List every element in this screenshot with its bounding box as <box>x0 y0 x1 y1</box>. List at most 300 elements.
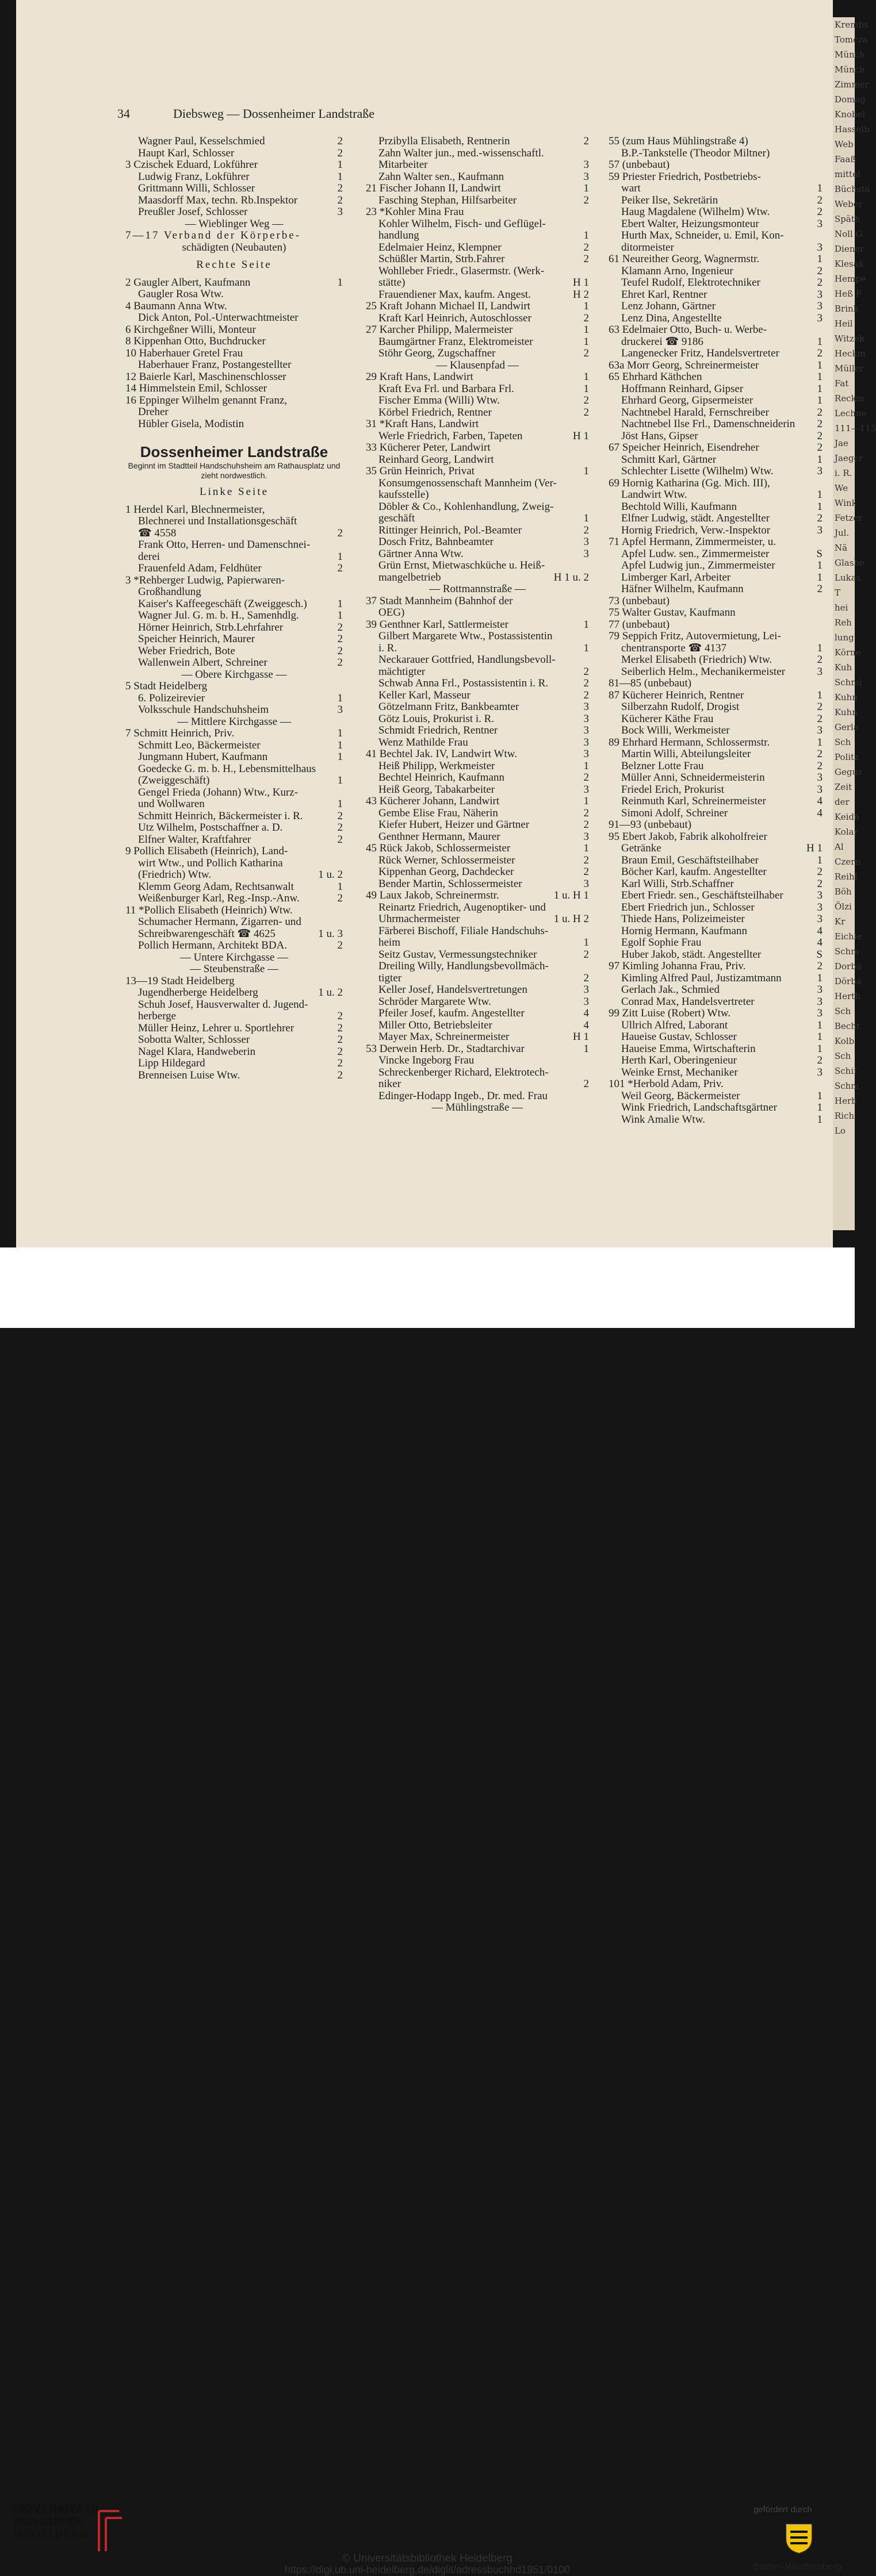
entry-text: 99 Zitt Luise (Robert) Wtw. <box>609 1007 731 1019</box>
entry-text: 6. Polizeirevier <box>138 692 205 704</box>
entry-text: Edelmaier Heinz, Klempner <box>378 241 502 254</box>
entry-line <box>125 406 343 419</box>
entry-text: Volksschule Handschuhsheim <box>138 704 269 716</box>
entry-text: Großhandlung <box>138 586 201 598</box>
entry-line <box>609 913 823 926</box>
floor-number: 3 <box>582 784 590 796</box>
floor-number: 3 <box>582 984 590 996</box>
entry-text: handlung <box>378 229 419 241</box>
floor-number: 1 <box>815 489 823 501</box>
entry-line <box>366 737 589 749</box>
floor-number: 2 <box>335 811 343 823</box>
entry-line <box>609 831 823 843</box>
entry-text: Dosch Fritz, Bahnbeamter <box>378 536 494 548</box>
entry-line <box>609 1020 823 1032</box>
entry-text: — Wieblinger Weg — <box>185 217 284 230</box>
entry-line <box>125 916 343 928</box>
entry-text: Ebert Friedrich jun., Schlosser <box>621 901 755 913</box>
entry-line <box>125 751 343 763</box>
entry-text: Hoffmann Reinhard, Gipser <box>621 382 744 395</box>
entry-line <box>366 572 589 584</box>
entry-text: Jungmann Hubert, Kaufmann <box>138 751 268 763</box>
entry-text: Rück Werner, Schlossermeister <box>378 854 515 866</box>
entry-text: Ludwig Franz, Lokführer <box>138 170 250 183</box>
entry-text: Hübler Gisela, Modistin <box>138 417 244 430</box>
entry-line <box>366 748 589 761</box>
entry-text: — Mühlingstraße — <box>431 1101 523 1114</box>
floor-number: 2 <box>815 583 823 596</box>
entry-text: Hornig Friedrich, Verw.-Inspektor <box>621 524 771 536</box>
entry-line <box>609 371 823 383</box>
entry-line <box>366 407 589 419</box>
entry-line <box>366 525 589 537</box>
copyright-notice: © Universitätsbibliothek Heidelberg <box>342 2552 512 2565</box>
floor-number: 1 <box>335 728 343 740</box>
next-page-fragment: Web <box>835 139 854 149</box>
entry-text: Wink Friedrich, Landschaftsgärtner <box>621 1101 777 1114</box>
directory-column-2 <box>366 136 589 1114</box>
next-page-fragment: Sch <box>835 737 851 747</box>
entry-text: Wallenwein Albert, Schreiner <box>138 657 267 669</box>
entry-text: derei <box>138 550 160 563</box>
next-page-fragment: Witzek <box>835 333 864 344</box>
source-url[interactable]: https://digi.ub.uni-heidelberg.de/diglit/adressbuchhd1951/0100 <box>284 2564 571 2575</box>
floor-number: 3 <box>582 536 590 548</box>
floor-number: 1 <box>815 183 823 195</box>
entry-text: Seiberlich Helm., Mechanikermeister <box>621 665 785 678</box>
entry-line <box>366 926 589 938</box>
entry-line <box>366 183 589 195</box>
entry-line <box>366 336 589 348</box>
next-page-fragment: Noll G <box>835 229 863 239</box>
entry-line <box>366 866 589 878</box>
page-title: Diebsweg — Dossenheimer Landstraße <box>173 106 375 121</box>
entry-text: — Obere Kirchgasse — <box>181 668 287 681</box>
entry-line <box>125 1034 343 1046</box>
floor-number: 1 <box>815 855 823 867</box>
entry-line <box>125 798 343 811</box>
entry-line <box>609 666 823 678</box>
floor-number: 2 <box>815 266 823 278</box>
next-page-fragment: Wink <box>835 498 857 508</box>
entry-line <box>125 787 343 799</box>
entry-line <box>125 646 343 658</box>
entry-line <box>366 289 589 301</box>
entry-line <box>366 984 589 996</box>
entry-line <box>609 513 823 525</box>
floor-number: 1 <box>815 737 823 749</box>
entry-text: 3 *Rehberger Ludwig, Papierwaren- <box>125 574 285 586</box>
next-page-fragment: Lukas <box>835 573 861 583</box>
entry-text: Mitarbeiter <box>378 159 428 171</box>
entry-text: wirt Wtw., und Pollich Katharina <box>138 857 283 869</box>
next-page-fragment: Klesak <box>835 259 864 269</box>
floor-number: 1 <box>335 693 343 705</box>
section-heading <box>125 716 343 728</box>
entry-text: Neckarauer Gottfried, Handlungsbevoll- <box>378 654 556 666</box>
entry-line <box>125 136 343 148</box>
floor-number: 3 <box>582 725 590 737</box>
entry-line <box>366 1055 589 1067</box>
floor-number: 2 <box>335 195 343 207</box>
entry-text: Grün Ernst, Mietwaschküche u. Heiß- <box>378 559 545 571</box>
entry-text: Schumacher Hermann, Zigarren- und <box>138 916 301 928</box>
entry-text: 79 Seppich Fritz, Autovermietung, Lei- <box>609 630 781 642</box>
entry-text: Fischer Emma (Willi) Wtw. <box>378 394 500 406</box>
entry-line <box>125 419 343 431</box>
entry-line <box>609 536 823 548</box>
entry-text: 6 Kirchgeßner Willi, Monteur <box>125 323 256 336</box>
floor-number: 2 <box>335 657 343 669</box>
viewer-footer <box>0 1247 855 2575</box>
floor-number: 3 <box>815 525 823 537</box>
next-page-fragment: Weber <box>835 199 863 209</box>
next-page-fragment: Müller <box>835 363 864 374</box>
entry-text: Miller Otto, Betriebsleiter <box>378 1019 492 1031</box>
floor-number: 3 <box>582 996 590 1008</box>
entry-text: Keller Karl, Masseur <box>378 689 470 701</box>
floor-number: 4 <box>815 937 823 949</box>
entry-line <box>125 622 343 634</box>
entry-line <box>366 489 589 501</box>
floor-number: 3 <box>815 242 823 254</box>
next-page-fragment: Ölzi <box>835 901 852 912</box>
floor-number: 3 <box>815 1067 823 1079</box>
entry-line <box>125 539 343 551</box>
entry-line <box>125 277 343 289</box>
entry-line <box>609 855 823 867</box>
floor-number: 1 u. 2 <box>316 987 343 999</box>
floor-number: 2 <box>335 1011 343 1023</box>
entry-line <box>609 619 823 631</box>
section-heading <box>125 952 343 964</box>
next-page-fragment: Politz <box>835 752 859 762</box>
entry-text: Beginnt im Stadtteil Handschuhsheim am Rathausplatz und zieht nordwestlich. <box>128 461 341 480</box>
entry-text: Hornig Hermann, Kaufmann <box>621 924 747 937</box>
entry-line <box>609 1055 823 1067</box>
next-page-fragment: Lo <box>835 1126 846 1136</box>
entry-line <box>609 289 823 301</box>
floor-number: 2 <box>815 442 823 454</box>
entry-text: B.P.-Tankstelle (Theodor Miltner) <box>621 147 770 159</box>
floor-number: 2 <box>582 1078 590 1091</box>
entry-text: Weber Friedrich, Bote <box>138 644 235 657</box>
entry-text: Uhrmachermeister <box>378 913 460 925</box>
entry-text: Lenz Dina, Angestellte <box>621 312 722 324</box>
entry-line <box>125 195 343 207</box>
floor-number: 2 <box>815 348 823 360</box>
entry-text: Merkel Elisabeth (Friedrich) Wtw. <box>621 654 772 666</box>
entry-line <box>609 419 823 431</box>
entry-line <box>609 266 823 278</box>
floor-number: 1 <box>582 383 590 396</box>
entry-line <box>609 784 823 796</box>
entry-line <box>366 1031 589 1043</box>
entry-text: Karl Willi, Strb.Schaffner <box>621 877 734 890</box>
library-name-line-3: HEIDELBERG <box>13 2529 89 2541</box>
section-heading <box>125 242 343 254</box>
entry-text: 61 Neureither Georg, Wagnermstr. <box>609 253 760 265</box>
floor-number: 1 <box>815 254 823 266</box>
entry-text: 55 (zum Haus Mühlingstraße 4) <box>609 135 748 147</box>
entry-line <box>609 926 823 938</box>
entry-text: 14 Himmelstein Emil, Schlosser <box>125 382 267 394</box>
entry-line <box>125 312 343 324</box>
next-page-fragment: Rich <box>835 1111 855 1121</box>
next-page-fragment: Späth <box>835 214 860 224</box>
next-page-fragment: mittel <box>835 169 860 179</box>
entry-line <box>609 206 823 218</box>
entry-text: Heiß Georg, Tabakarbeiter <box>378 783 495 796</box>
entry-line <box>609 631 823 643</box>
entry-text: Przibylla Elisabeth, Rentnerin <box>378 135 510 147</box>
next-page-fragment: Kuhn <box>835 692 858 702</box>
entry-line <box>366 313 589 325</box>
entry-text: Färberei Bischoff, Filiale Handschuhs- <box>378 924 549 937</box>
entry-text: — Rottmannstraße — <box>429 583 526 595</box>
entry-text: ☎ 4558 <box>138 527 177 539</box>
section-heading <box>125 218 343 231</box>
entry-line <box>125 740 343 752</box>
entry-line <box>366 242 589 254</box>
entry-text: Stöhr Georg, Zugschaffner <box>378 347 496 359</box>
entry-line <box>609 596 823 608</box>
next-page-fragment: Keide <box>835 812 859 822</box>
entry-line <box>609 489 823 501</box>
entry-line <box>366 761 589 773</box>
floor-number: 2 <box>582 313 590 325</box>
entry-text: Häfner Wilhelm, Kaufmann <box>621 583 744 595</box>
entry-line <box>125 610 343 622</box>
entry-text: 45 Rück Jakob, Schlossermeister <box>366 842 511 854</box>
floor-number: 1 <box>815 336 823 348</box>
entry-line <box>125 551 343 563</box>
entry-text: Vincke Ingeborg Frau <box>378 1054 475 1066</box>
entry-text: Ebert Friedr. sen., Geschäftsteilhaber <box>621 889 783 901</box>
entry-line <box>609 819 823 831</box>
floor-number: 1 <box>582 371 590 383</box>
floor-number: 1 <box>582 513 590 525</box>
entry-text: Schmitt Heinrich, Bäckermeister i. R. <box>138 809 303 822</box>
entry-line <box>125 1058 343 1070</box>
floor-number: 1 u. 2 <box>316 869 343 881</box>
entry-line <box>609 431 823 443</box>
floor-number: 2 <box>815 961 823 973</box>
entry-line <box>366 878 589 890</box>
entry-text: 71 Apfel Hermann, Zimmermeister, u. <box>609 536 776 548</box>
entry-text: heim <box>378 936 400 949</box>
entry-line <box>125 528 343 540</box>
entry-text: Apfel Ludw. sen., Zimmermeister <box>621 547 770 560</box>
entry-text: 33 Kücherer Peter, Landwirt <box>366 442 491 454</box>
entry-text: 13—19 Stadt Heidelberg <box>125 974 235 987</box>
next-page-fragment: Becht <box>835 1021 860 1031</box>
floor-number: 2 <box>582 525 590 537</box>
next-page-fragment: Jul. <box>835 528 850 538</box>
floor-number: 3 <box>335 704 343 716</box>
entry-text: 65 Ehrhard Käthchen <box>609 371 702 383</box>
entry-line <box>125 858 343 870</box>
entry-line <box>609 690 823 702</box>
floor-number: 2 <box>582 973 590 985</box>
entry-text: 59 Priester Friedrich, Postbetriebs- <box>609 170 761 183</box>
entry-text: schädigten (Neubauten) <box>182 241 286 254</box>
entry-line <box>366 548 589 560</box>
entry-text: Frank Otto, Herren- und Damenschnei- <box>138 539 311 551</box>
floor-number: 3 <box>815 313 823 325</box>
entry-line <box>125 634 343 646</box>
page-header <box>101 106 803 122</box>
next-page-fragment: Böh <box>835 886 852 897</box>
entry-text: wart <box>621 182 641 194</box>
next-page-fragment: Glasbe <box>835 558 864 568</box>
next-page-fragment: We <box>835 483 848 493</box>
entry-text: Reinhard Georg, Landwirt <box>378 453 494 466</box>
entry-line <box>609 878 823 890</box>
entry-text: Teufel Rudolf, Elektrotechniker <box>621 277 760 289</box>
entry-text: Martin Willi, Abteilungsleiter <box>621 748 751 760</box>
street-description <box>125 461 343 481</box>
entry-line <box>125 704 343 716</box>
funding-label: gefördert durch <box>753 2505 812 2514</box>
entry-text: Bock Willi, Werkmeister <box>621 724 730 736</box>
entry-line <box>609 961 823 973</box>
floor-number: 2 <box>582 690 590 702</box>
floor-number: 1 <box>335 610 343 622</box>
floor-number: 1 <box>335 751 343 763</box>
entry-line <box>366 631 589 643</box>
entry-line <box>366 136 589 148</box>
floor-number: 1 <box>335 775 343 787</box>
floor-number: 1 <box>815 371 823 383</box>
floor-number: 2 <box>582 808 590 820</box>
entry-text: 57 (unbebaut) <box>609 159 670 171</box>
entry-line <box>125 881 343 893</box>
entry-line <box>366 678 589 690</box>
entry-line <box>609 902 823 914</box>
entry-line <box>366 324 589 336</box>
entry-line <box>366 666 589 678</box>
entry-text: OEG) <box>378 606 405 619</box>
entry-line <box>366 831 589 843</box>
floor-number: 1 <box>815 454 823 466</box>
entry-line <box>366 843 589 855</box>
entry-text: Elfner Ludwig, städt. Angestellter <box>621 512 770 524</box>
floor-number: 1 <box>335 159 343 171</box>
floor-number: 2 <box>815 878 823 890</box>
entry-text: Gärtner Anna Wtw. <box>378 547 464 560</box>
entry-text: Thiede Hans, Polizeimeister <box>621 913 745 925</box>
entry-line <box>366 890 589 902</box>
next-page-fragment: Kolar <box>835 827 858 837</box>
floor-number: H 1 u. 2 <box>552 572 589 584</box>
floor-number: 2 <box>335 622 343 634</box>
entry-line <box>125 171 343 183</box>
floor-number: 1 <box>815 1020 823 1032</box>
entry-text: und Wollwaren <box>138 798 205 810</box>
floor-number: H 1 <box>571 431 589 443</box>
entry-line <box>609 478 823 490</box>
entry-text: 87 Kücherer Heinrich, Rentner <box>609 689 744 701</box>
floor-number: 3 <box>815 902 823 914</box>
floor-number: 3 <box>815 913 823 926</box>
entry-text: Haupt Karl, Schlosser <box>138 147 235 159</box>
floor-number: 2 <box>335 834 343 846</box>
entry-text: Schüßler Martin, Strb.Fahrer <box>378 253 505 265</box>
entry-line <box>125 359 343 371</box>
next-page-fragment: Zeit <box>835 782 852 792</box>
entry-line <box>609 171 823 183</box>
entry-line <box>609 1102 823 1114</box>
floor-number: 2 <box>335 1046 343 1058</box>
entry-line <box>366 560 589 572</box>
entry-text: 11 *Pollich Elisabeth (Heinrich) Wtw. <box>125 904 293 916</box>
entry-text: Gilbert Margarete Wtw., Postassistentin <box>378 630 553 642</box>
entry-text: 9 Pollich Elisabeth (Heinrich), Land- <box>125 845 288 857</box>
entry-line <box>125 775 343 787</box>
next-page-fragment: Brink <box>835 304 859 314</box>
entry-text: 12 Baierle Karl, Maschinenschlosser <box>125 370 286 383</box>
floor-number: 2 <box>815 713 823 725</box>
entry-line <box>609 348 823 360</box>
entry-text: 35 Grün Heinrich, Privat <box>366 465 475 477</box>
next-page-fragment: Heil <box>835 318 853 329</box>
floor-number: 1 <box>815 643 823 655</box>
entry-line <box>125 846 343 858</box>
entry-text: 37 Stadt Mannheim (Bahnhof der <box>366 594 513 607</box>
entry-line <box>125 371 343 383</box>
entry-line <box>609 678 823 690</box>
floor-number: 3 <box>815 289 823 301</box>
entry-line <box>609 607 823 619</box>
entry-line <box>125 289 343 301</box>
floor-number: 1 <box>582 843 590 855</box>
floor-number: 2 <box>582 242 590 254</box>
entry-text: 63a Morr Georg, Schreinermeister <box>609 359 759 371</box>
floor-number: 1 <box>815 395 823 407</box>
entry-text: Kiefer Hubert, Heizer und Gärtner <box>378 819 530 831</box>
entry-text: Bechtold Willi, Kaufmann <box>621 500 737 513</box>
next-page-fragment: Jaeger <box>835 453 863 463</box>
entry-line <box>366 478 589 490</box>
entry-text: 49 Laux Jakob, Schreinermstr. <box>366 889 499 901</box>
entry-text: Müller Anni, Schneidermeisterin <box>621 771 765 784</box>
floor-number: 4 <box>815 808 823 820</box>
entry-line <box>609 713 823 725</box>
floor-number: 1 <box>815 1091 823 1103</box>
entry-line <box>609 737 823 749</box>
entry-text: Hurth Max, Schneider, u. Emil, Kon- <box>621 229 784 241</box>
entry-line <box>125 693 343 705</box>
floor-number: 1 <box>582 1043 590 1055</box>
next-page-fragment: hei <box>835 602 848 613</box>
entry-text: Friedel Erich, Prokurist <box>621 783 724 796</box>
entry-text: 5 Stadt Heidelberg <box>125 680 208 692</box>
entry-text: Speicher Heinrich, Maurer <box>138 633 255 645</box>
entry-text: Böcher Karl, kaufm. Angestellter <box>621 866 767 878</box>
entry-line <box>366 171 589 183</box>
entry-text: Conrad Max, Handelsvertreter <box>621 995 755 1008</box>
entry-text: Jugendherberge Heidelberg <box>138 986 258 999</box>
entry-text: Schmitt Karl, Gärtner <box>621 453 717 466</box>
entry-line <box>366 1078 589 1091</box>
next-page-fragment: Kuh <box>835 662 852 673</box>
entry-text: Brenneisen Luise Wtw. <box>138 1069 240 1081</box>
entry-text: 67 Speicher Heinrich, Eisendreher <box>609 442 759 454</box>
entry-line <box>125 148 343 160</box>
entry-text: 23 *Kohler Mina Frau <box>366 206 464 218</box>
entry-line <box>125 516 343 528</box>
